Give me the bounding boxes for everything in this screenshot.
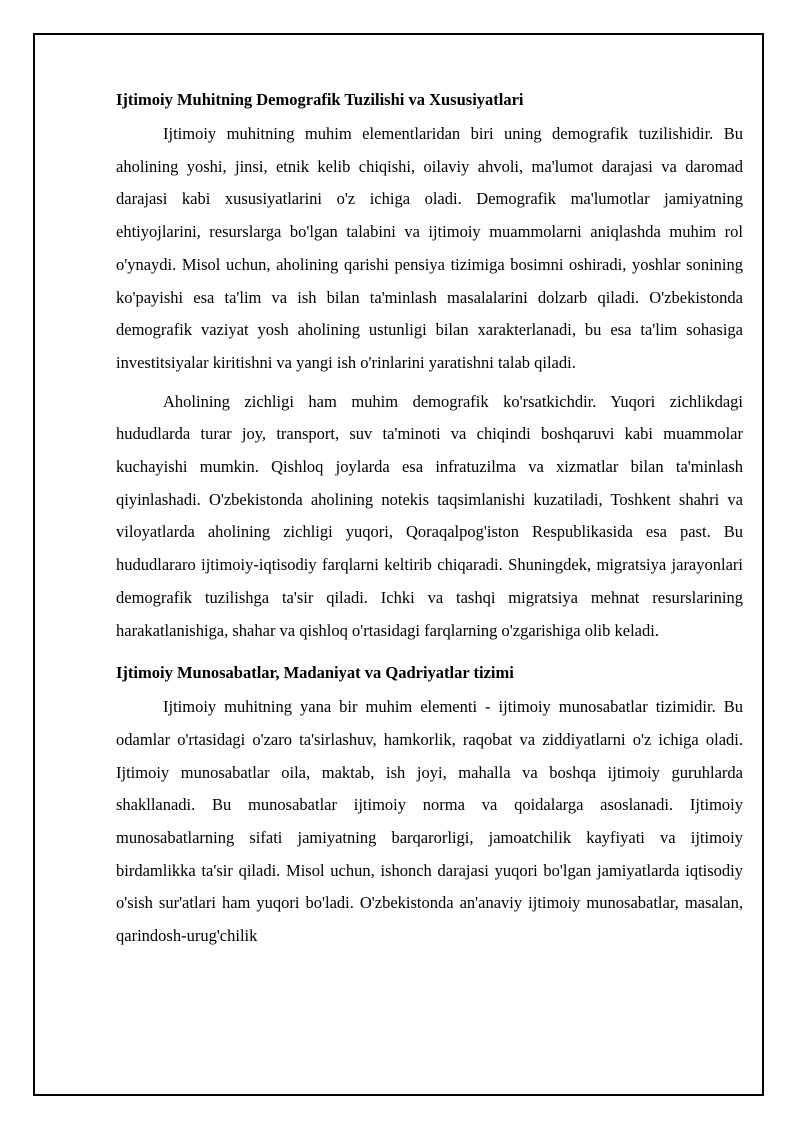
section-heading-demografik: Ijtimoiy Muhitning Demografik Tuzilishi va Xususiyatlari bbox=[116, 90, 524, 109]
document-body bbox=[116, 84, 743, 953]
paragraph: Ijtimoiy muhitning muhim elementlaridan biri uning demografik tuzilishidir. Bu aholining yoshi, jinsi, etnik kelib chiqishi, oilaviy ahvoli, ma'lumot darajasi va daromad darajasi kabi xususiyatlarini o'z ichiga oladi. Demografik ma'lumotlar jamiyatning ehtiyojlarini, resurslarga bo'lgan talabini va ijtimoiy muammolarni aniqlashda muhim rol o'ynaydi. Misol uchun, aholining qarishi pensiya tizimiga bosimni oshiradi, yoshlar sonining ko'payishi esa ta'lim va ish bilan ta'minlash masalalarini dolzarb qiladi. O'zbekistonda demografik vaziyat yosh aholining ustunligi bilan xarakterlanadi, bu esa ta'lim sohasiga investitsiyalar kiritishni va yangi ish o'rinlarini yaratishni talab qiladi. bbox=[116, 124, 743, 372]
section-heading-munosabatlar: Ijtimoiy Munosabatlar, Madaniyat va Qadriyatlar tizimi bbox=[116, 663, 514, 683]
paragraph: Ijtimoiy muhitning yana bir muhim elementi - ijtimoiy munosabatlar tizimidir. Bu odamlar o'rtasidagi o'zaro ta'sirlashuv, hamkorlik, raqobat va ziddiyatlarni o'z ichiga oladi. Ijtimoiy munosabatlar oila, maktab, ish joyi, mahalla va boshqa ijtimoiy guruhlarda shakllanadi. Bu munosabatlar ijtimoiy norma va qoidalarga asoslanadi. Ijtimoiy munosabatlarning sifati jamiyatning barqarorligi, jamoatchilik kayfiyati va ijtimoiy birdamlikka ta'sir qiladi. Misol uchun, ishonch darajasi yuqori bo'lgan jamiyatlarda iqtisodiy o'sish sur'atlari ham yuqori bo'ladi. O'zbekistonda an'anaviy ijtimoiy munosabatlar, masalan, qarindosh-urug'chilik bbox=[116, 697, 743, 946]
paragraph: Aholining zichligi ham muhim demografik ko'rsatkichdir. Yuqori zichlikdagi hududlarda turar joy, transport, suv ta'minoti va chiqindi boshqaruvi kabi muammolar kuchayishi mumkin. Qishloq joylarda esa infratuzilma va xizmatlar bilan ta'minlash qiyinlashadi. O'zbekistonda aholining notekis taqsimlanishi kuzatiladi, Toshkent shahri va viloyatlarda aholining zichligi yuqori, Qoraqalpog'iston Respublikasida esa past. Bu hududlararo ijtimoiy-iqtisodiy farqlarni keltirib chiqaradi. Shuningdek, migratsiya jarayonlari demografik tuzilishga ta'sir qiladi. Ichki va tashqi migratsiya mehnat resurslarining harakatlanishiga, shahar va qishloq o'rtasidagi farqlarning o'zgarishiga olib keladi. bbox=[116, 391, 743, 640]
